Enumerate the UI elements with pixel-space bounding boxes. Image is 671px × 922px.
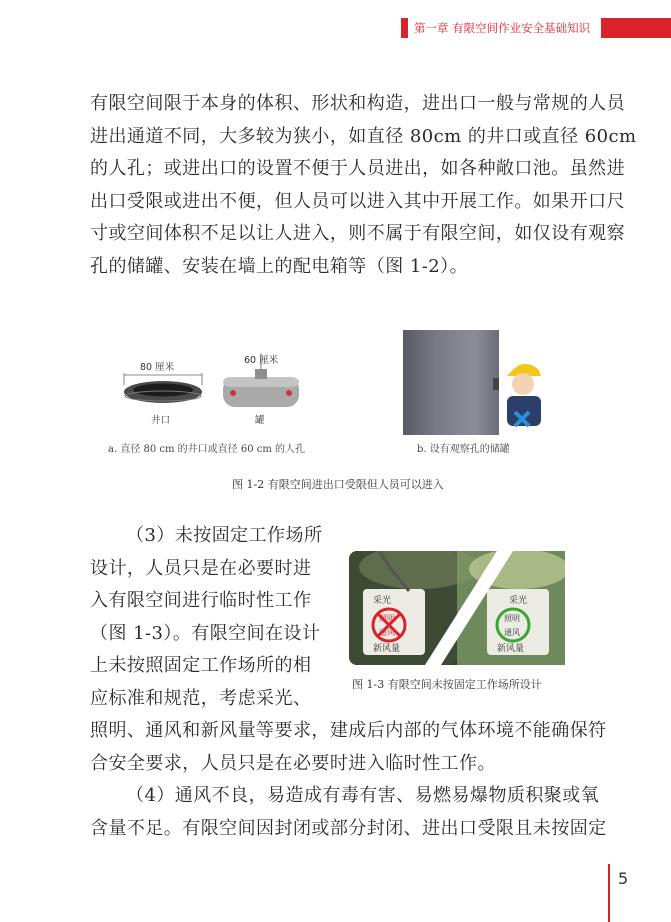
- figure-1-2b-caption: b. 设有观察孔的储罐: [417, 444, 510, 455]
- text-line: （4）通风不良，易造成有毒有害、易燃易爆物质积聚或氧: [126, 785, 600, 806]
- label-tank: 罐: [255, 415, 265, 426]
- storage-tank: [403, 330, 499, 435]
- label-80cm: 80 厘米: [140, 362, 175, 373]
- sign-right-line-3: 通风: [504, 628, 520, 637]
- header-accent-block: [601, 18, 671, 38]
- paragraph-3-continued: [90, 715, 607, 780]
- text-line: 合安全要求，人员只是在必要时进入临时性工作。: [90, 752, 496, 774]
- page-number-rule: [608, 864, 610, 922]
- text-line: 出口受限或进出不便，但人员可以进入其中开展工作。如果开口尺: [90, 190, 626, 212]
- text-line: 上未按照固定工作场所的相: [90, 655, 312, 676]
- page-number: 5: [618, 869, 629, 888]
- paragraph-3-left: [90, 520, 350, 715]
- figure-1-2a-caption: a. 直径 80 cm 的井口或直径 60 cm 的人孔: [108, 444, 306, 455]
- text-line: 有限空间限于本身的体积、形状和构造，进出口一般与常规的人员: [90, 93, 626, 114]
- figure-1-3-caption: 图 1-3 有限空间未按固定工作场所设计: [352, 678, 542, 691]
- text-line: （3）未按固定工作场所: [126, 525, 323, 546]
- text-line: 入有限空间进行临时性工作: [90, 590, 312, 611]
- chapter-title: 第一章 有限空间作业安全基础知识: [414, 21, 591, 35]
- label-60cm: 60 厘米: [244, 355, 279, 366]
- text-line: 的人孔；或进出口的设置不便于人员进出，如各种敞口池。虽然进: [90, 158, 626, 179]
- figure-1-2-caption: 图 1-2 有限空间进出口受限但人员可以进入: [232, 478, 444, 491]
- figure-1-2b-illustration: [403, 330, 553, 435]
- text-line: 照明、通风和新风量等要求，建成后内部的气体环境不能确保符: [90, 720, 607, 741]
- text-line: （图 1-3）。有限空间在设计: [90, 622, 321, 644]
- paragraph-1: [90, 88, 637, 283]
- worker-face: [512, 373, 534, 395]
- sign-left-line-3: 通风: [379, 628, 395, 637]
- sign-right-line-1: 采光: [509, 596, 528, 606]
- paragraph-4: [90, 780, 607, 845]
- sign-left-line-2: 照明: [379, 614, 395, 623]
- text-line: 设计，人员只是在必要时进: [90, 557, 312, 579]
- sign-left-line-1: 采光: [373, 596, 392, 606]
- text-line: 孔的储罐、安装在墙上的配电箱等（图 1-2）。: [90, 255, 469, 277]
- text-line: 应标准和规范，考虑采光、: [90, 687, 312, 709]
- label-well: 井口: [151, 415, 171, 426]
- header-accent-bar: [401, 18, 408, 38]
- text-line: 进出通道不同，大多较为狭小，如直径 80cm 的井口或直径 60cm: [90, 125, 637, 147]
- well-opening: [133, 384, 193, 397]
- sign-left-line-4: 新风量: [373, 644, 401, 654]
- figure-1-2a-illustration: [115, 345, 315, 430]
- text-line: 寸或空间体积不足以让人进入，则不属于有限空间，如仅设有观察: [90, 223, 626, 244]
- sign-right-line-4: 新风量: [497, 644, 525, 654]
- sign-right-line-2: 照明: [504, 614, 520, 623]
- text-line: 含量不足。有限空间因封闭或部分封闭、进出口受限且未按固定: [90, 817, 607, 839]
- manhole-neck: [255, 369, 267, 379]
